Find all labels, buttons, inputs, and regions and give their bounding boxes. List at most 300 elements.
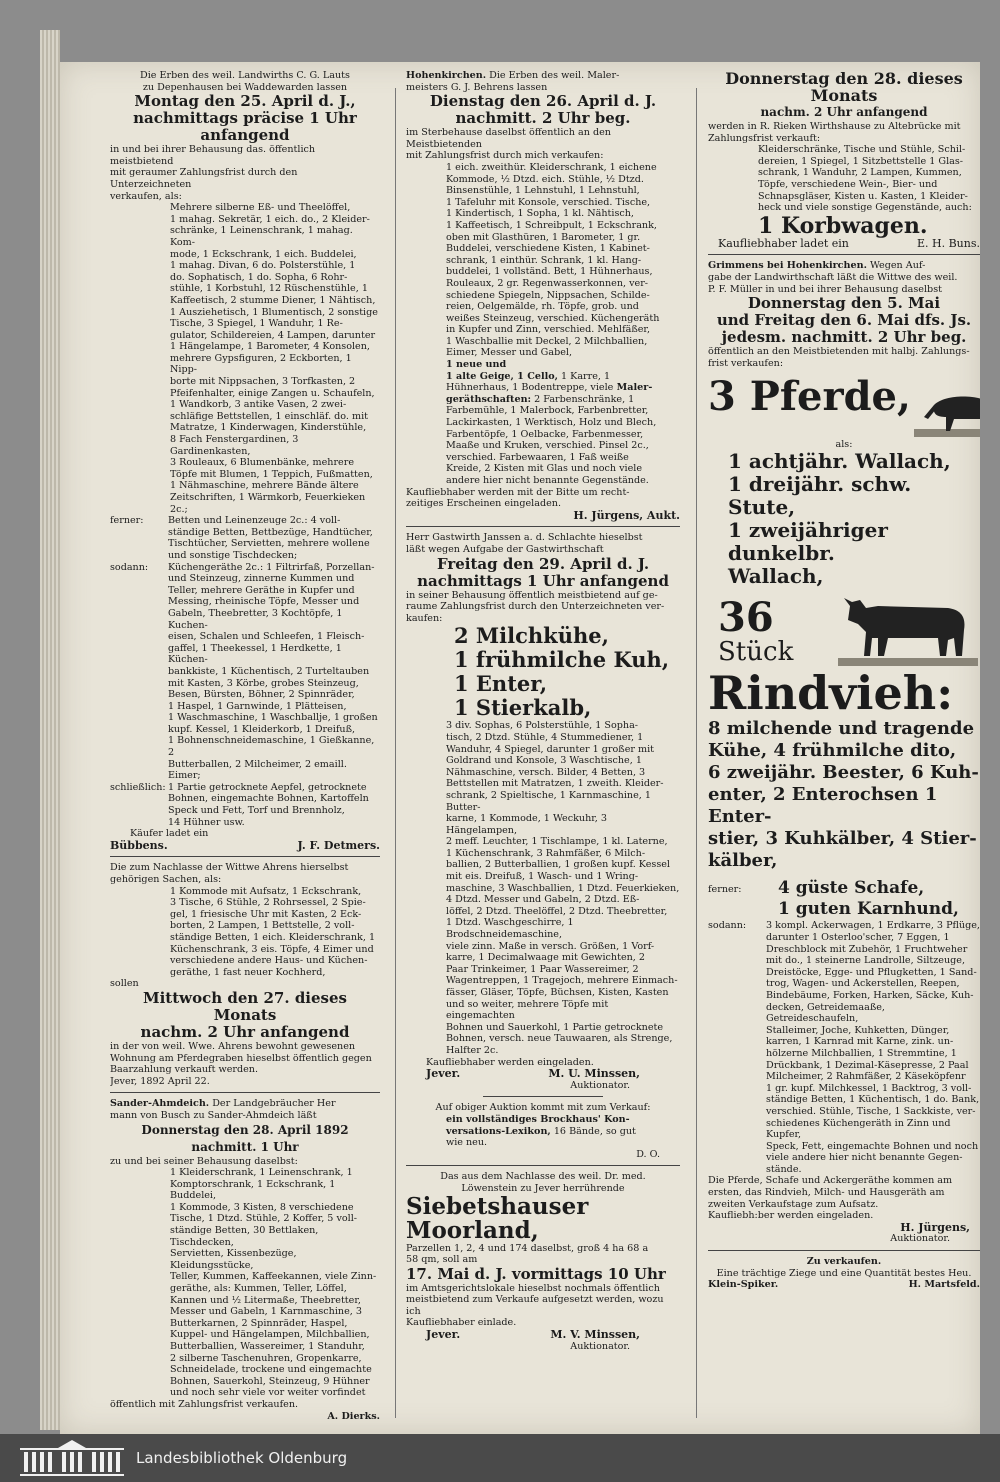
text-line: Die zum Nachlasse der Wittwe Ahrens hierselbst [110, 862, 349, 874]
auction-time: nachmitt. 2 Uhr beg. [455, 109, 631, 128]
text-line: Das aus dem Nachlasse des weil. Dr. med. [440, 1171, 646, 1183]
page-stack-edge [40, 30, 60, 1430]
auction-date: Freitag den 29. April d. J. [436, 554, 650, 573]
text-line: Töpfe, verschiedene Wein-, Bier- und [758, 178, 938, 190]
text-line: öffentlich mit Zahlungsfrist verkaufen. [110, 1398, 299, 1410]
auction-date: Montag den 25. April d. J., [134, 92, 356, 111]
auction-date: und Freitag den 6. Mai dfs. Js. [716, 311, 972, 330]
horse-icon [914, 377, 980, 439]
text-line: meisters G. J. Behrens lassen [406, 81, 548, 93]
signature-line [406, 1068, 680, 1080]
text-line: als: [835, 438, 853, 450]
horses-headline [708, 375, 980, 439]
text-line: geräthschaften: [446, 393, 532, 405]
text-line: 3 div. Sophas, 6 Polsterstühle, 1 Sopha- [446, 720, 639, 732]
text-line: 3 kompl. Ackerwagen, 1 Erdkarre, 3 Pflüge, [766, 920, 980, 932]
auction-date: Donnerstag den 5. Mai [747, 294, 941, 313]
text-line: Komptorschrank, 1 Eckschrank, 1 Buddelei, [170, 1178, 336, 1202]
text-line: 1 achtjähr. Wallach, [728, 449, 951, 474]
text-line: zu und bei seiner Behausung daselbst: [110, 1155, 298, 1167]
text-line: Wagentreppen, 1 Tragejoch, mehrere Einmach- [446, 975, 678, 987]
text-line: und noch sehr viele vor weiter vorfindet [170, 1387, 366, 1399]
ad-busch [110, 1098, 380, 1422]
text-line: Zeitschriften, 1 Wärmkorb, Feuerkieken 2c.; [170, 492, 366, 515]
text-line: in seiner Behausung öffentlich meistbietend auf ge- [406, 589, 658, 601]
text-line: Farbentöpfe, 1 Oelbacke, Farbenmesser, [446, 428, 644, 440]
text-line: Kreide, 2 Kisten mit Glas und noch viele [446, 463, 643, 475]
headline-item: 1 Korbwagen. [758, 212, 928, 239]
text-line: Pfeifenhalter, einige Zangen u. Schaufeln, [170, 387, 375, 399]
auction-date: Donnerstag den 28. dieses Monats [725, 70, 963, 105]
text-line: 58 qm, soll am [406, 1254, 478, 1266]
text-block [110, 862, 380, 885]
sodann-section [708, 920, 980, 1175]
item-list [766, 920, 980, 1175]
ad-ziege [708, 1256, 980, 1291]
text-line: Stalleimer, Joche, Kuhketten, Dünger, [766, 1024, 950, 1036]
text-line: 1 Partie getrocknete Aepfel, getrocknete [168, 781, 367, 793]
text-line: Bettstellen mit Matratzen, 1 zweith. Kleider- [446, 778, 664, 790]
text-line: karre, 1 Decimalwaage mit Gewichten, 2 [446, 952, 646, 964]
text-line: Kaufliebhaber werden eingeladen. [426, 1056, 594, 1068]
text-line: Eimer, Messer und Gabel, [446, 347, 573, 359]
text-line: Zahlungsfrist verkauft: [708, 132, 821, 144]
text-line: Kuppel- und Hängelampen, Milchballien, [170, 1329, 370, 1341]
text-line: 8 milchende und tragende [708, 718, 975, 740]
text-line: gulator, Schildereien, 4 Lampen, darunter [170, 329, 376, 341]
text-line: 1 Küchenschrank, 3 Rahmfäßer, 6 Milch- [446, 847, 646, 859]
text-line: Kleiderschränke, Tische und Stühle, Schil- [758, 144, 966, 156]
text-line: 14 Hühner usw. [168, 816, 245, 828]
item-list [406, 162, 680, 487]
text-line: frist verkaufen: [708, 357, 784, 369]
section-label: sodann: [110, 561, 149, 573]
text-line: gabe der Landwirthschaft läßt die Wittwe des weil. [708, 271, 958, 283]
text-line: Betten und Leinenzeuge 2c.: 4 voll- [168, 515, 341, 527]
text-line: Stück [718, 637, 794, 668]
auction-time: jedesm. nachmitt. 2 Uhr beg. [721, 328, 967, 347]
divider [110, 856, 380, 857]
text-line: Kaffeetisch, 2 stumme Diener, 1 Nähtisch, [170, 294, 376, 306]
column-3 [708, 70, 980, 1291]
text-line: Herr Gastwirth Janssen a. d. Schlachte hieselbst [406, 532, 643, 544]
column-1 [110, 70, 380, 1422]
text-line: 1 gr. kupf. Milchkessel, 1 Backtrog, 3 voll- [766, 1082, 972, 1094]
signature: H. Jürgens, [900, 1220, 970, 1234]
text-line: Wallach, [728, 564, 824, 589]
text-line: Paar Trinkeimer, 1 Paar Wassereimer, 2 [446, 963, 639, 975]
text-line: Küchenschrank, 3 eis. Töpfe, 4 Eimer und [170, 943, 374, 955]
text-line: trog, Wagen- und Ackerstellen, Reepen, [766, 978, 960, 990]
text-line: enter, 2 Enterochsen 1 Enter- [708, 784, 938, 828]
text-line: Maaße und Kruken, verschied. Pinsel 2c., [446, 440, 649, 452]
text-line: Kommode, ½ Dtzd. eich. Stühle, ½ Dtzd. [446, 173, 644, 185]
text-line: viele andere hier nicht benannte Gegen- [766, 1152, 963, 1164]
headline-item: 3 Pferde, [708, 373, 911, 421]
text-line: schränke, 1 Leinenschrank, 1 mahag. Kom- [170, 225, 353, 248]
auction-date: 17. Mai d. J. vormittags 10 Uhr [406, 1264, 666, 1283]
cow-icon [838, 592, 978, 668]
text-line: borte mit Nippsachen, 3 Torfkasten, 2 [170, 376, 356, 388]
text-line: ersten, das Rindvieh, Milch- und Hausgeräth am [708, 1187, 945, 1199]
text-line: Rouleaux, 2 gr. Regenwasserkonnen, ver- [446, 277, 649, 289]
text-line: Messer und Gabeln, 1 Karnmaschine, 3 [170, 1306, 362, 1318]
text-line: ein vollständiges Brockhaus' Kon- [446, 1113, 630, 1125]
text-line: 16 Bände, so gut [550, 1125, 636, 1137]
text-line: Küchengeräthe 2c.: 1 Filtrirfaß, Porzellan- [168, 561, 375, 573]
text-line: 1 Bohnenschneidemaschine, 1 Gießkanne, 2 [168, 735, 375, 759]
ad-janssen [406, 532, 680, 1091]
auction-time: nachmitt. 1 Uhr [191, 1139, 299, 1154]
place-heading: Hohenkirchen. [406, 70, 487, 81]
text-line: 1 Hängelampe, 1 Barometer, 4 Konsolen, [170, 341, 370, 353]
text-line: Maler- [613, 382, 653, 394]
item-list [168, 515, 373, 561]
text-line: Kannen und ½ Litermaße, Theebretter, [170, 1294, 361, 1306]
text-line: Der Landgebräucher Her [209, 1098, 336, 1110]
auction-date: Dienstag den 26. April d. J. [429, 92, 657, 111]
text-line: 1 frühmilche Kuh, [454, 647, 670, 673]
text-block [708, 346, 980, 369]
signature: A. Dierks. [327, 1410, 380, 1422]
signature-line [406, 1329, 680, 1341]
section-label: ferner: [708, 884, 742, 896]
text-line: 1 Enter, [454, 671, 548, 697]
text-line: Buddelei, verschiedene Kisten, 1 Kabinet- [446, 243, 650, 255]
text-line: maschine, 3 Waschballien, 1 Dtzd. Feuerkieken, [446, 882, 680, 894]
text-line: 4 güste Schafe, [778, 878, 925, 899]
text-line: Schneidelade, trockene und eingemachte [170, 1364, 372, 1376]
text-line: 1 zweijähriger dunkelbr. [728, 518, 888, 566]
text-line: ständige Betten, 1 Küchentisch, 1 do. Bank, [766, 1094, 980, 1106]
text-line: 1 Wandkorb, 3 antike Vasen, 2 zwei- [170, 399, 347, 411]
text-line: Halfter 2c. [446, 1044, 499, 1056]
sodann-section [110, 562, 380, 782]
text-line: im Sterbehause daselbst öffentlich an den Meistbietenden [406, 127, 611, 150]
text-line: gel, 1 friesische Uhr mit Kasten, 2 Eck- [170, 908, 362, 920]
text-line: ständige Betten, 1 eich. Kleiderschrank, 1 [170, 931, 376, 943]
text-line: kälber, [708, 850, 778, 872]
text-line: gehörigen Sachen, als: [110, 874, 222, 885]
text-line: sollen [110, 978, 139, 990]
auction-time: nachm. 2 Uhr anfangend [140, 1022, 350, 1041]
text-line: mit geraumer Zahlungsfrist durch den Unterzeichneten [110, 167, 298, 190]
text-line: 1 Kindertisch, 1 Sopha, 1 kl. Nähtisch, [446, 208, 634, 220]
text-line: mit do., 1 steinerne Landrolle, Siltzeuge, [766, 955, 966, 967]
text-line: kaufen: [406, 612, 443, 624]
text-line: löffel, 2 Dtzd. Theelöffel, 2 Dtzd. Theebretter, [446, 905, 668, 917]
text-line: 1 Ausziehetisch, 1 Blumentisch, 2 sonstige [170, 306, 378, 318]
ferner-section [708, 878, 980, 920]
text-line: Lackirkasten, 1 Werktisch, Holz und Blech, [446, 417, 657, 429]
text-line: stühle, 1 Korbstuhl, 12 Rüschenstühle, 1 [170, 283, 368, 295]
library-footer [0, 1434, 1000, 1482]
text-line: Gabeln, Theebretter, 3 Kochtöpfe, 1 Kuchen- [168, 607, 343, 631]
place-name: Bübbens. [110, 838, 168, 852]
text-line: Teller, mehrere Geräthe in Kupfer und [168, 584, 355, 596]
text-line: 1 mahag. Divan, 6 do. Polsterstühle, 1 [170, 260, 356, 272]
text-line: Drückbank, 1 Dezimal-Käsepresse, 2 Paal [766, 1059, 969, 1071]
text-line: Speck, Fett, eingemachte Bohnen und noch [766, 1140, 979, 1152]
text-line: Parzellen 1, 2, 4 und 174 daselbst, groß 4 ha 68 a [406, 1242, 649, 1254]
text-line: Farbemühle, 1 Malerbock, Farbenbretter, [446, 405, 649, 417]
text-line: decken, Getreidemaaße, Getreideschaufeln, [766, 1001, 885, 1025]
text-line: Bohnen, versch. neue Tauwaaren, als Strenge, [446, 1033, 673, 1045]
text-line: tisch, 2 Dtzd. Stühle, 4 Stummediener, 1 [446, 731, 644, 743]
horse-list [708, 450, 980, 588]
text-line: in und bei ihrer Behausung das. öffentlich meistbietend [110, 144, 316, 167]
text-line: 4 Dtzd. Messer und Gabeln, 2 Dtzd. Eß- [446, 894, 640, 906]
place-heading: Sander-Ahmdeich. [110, 1098, 210, 1110]
text-line: werden in R. Rieken Wirthshause zu Altebrücke mit [708, 121, 961, 132]
place-name: Jever. [426, 1067, 461, 1081]
section-label: sodann: [708, 920, 747, 932]
text-line: Mehrere silberne Eß- und Theelöffel, [170, 202, 351, 214]
text-block [406, 487, 680, 510]
text-line: schiedenes Küchengeräth in Zinn und Kupfer, [766, 1117, 951, 1141]
text-line: mann von Busch zu Sander-Ahmdeich läßt [110, 1109, 317, 1121]
text-line: mit Kasten, 3 Körbe, grobes Steinzeug, [168, 677, 359, 689]
text-line: Kaufliebhaber ladet ein [718, 236, 849, 250]
text-line: schläfige Bettstellen, 1 einschläf. do. mit [170, 410, 369, 422]
library-building-logo [18, 1438, 126, 1478]
text-line: mode, 1 Eckschrank, 1 eich. Buddelei, [170, 248, 357, 260]
text-line: öffentlich an den Meistbietenden mit halbj. Zahlungs- [708, 346, 970, 358]
text-line: Teller, Kummen, Kaffeekannen, viele Zinn- [170, 1271, 377, 1283]
text-line: fässer, Gläser, Töpfe, Büchsen, Kisten, Kasten [446, 987, 669, 998]
text-line: viele zinn. Maße in versch. Größen, 1 Vorf- [446, 940, 655, 952]
text-line: schrank, 2 Spieltische, 1 Karnmaschine, 1 Butter- [446, 789, 651, 813]
text-line: 1 Nähmaschine, mehrere Bände ältere [170, 480, 359, 492]
text-line: stände. [766, 1163, 802, 1175]
text-line: heck und viele sonstige Gegenstände, auch: [758, 202, 972, 214]
text-block [406, 1171, 680, 1194]
text-line: P. F. Müller in und bei ihrer Behausung daselbst [708, 283, 942, 295]
text-line: reien, Oelgemälde, rh. Töpfe, grob. und [446, 301, 639, 313]
text-line: 1 Kommode mit Aufsatz, 1 Eckschrank, [170, 885, 362, 897]
text-line: oben mit Glasthüren, 1 Barometer, 1 gr. [446, 231, 641, 243]
signature: H. Martsfeld. [908, 1279, 980, 1291]
item-list [110, 1167, 380, 1399]
text-line: 1 Tafeluhr mit Konsole, verschied. Tische, [446, 196, 651, 208]
divider [110, 1092, 380, 1093]
text-line: schrank, 1 Wanduhr, 2 Lampen, Kummen, [758, 167, 962, 179]
ad-mueller [708, 260, 980, 1245]
text-line: gaffel, 1 Theekessel, 1 Herdkette, 1 Küchen- [168, 642, 342, 666]
text-line: stier, 3 Kuhkälber, 4 Stier- [708, 828, 977, 850]
text-line: und so weiter, mehrere Töpfe mit eingemachten [446, 998, 609, 1022]
text-line: ständige Betten, Bettbezüge, Handtücher, [168, 526, 373, 538]
auction-date: Donnerstag den 28. April 1892 [141, 1122, 349, 1137]
text-line: karren, 1 Karnrad mit Karne, zink. un- [766, 1036, 954, 1048]
text-line: 6 zweijähr. Beester, 6 Kuh- [708, 762, 979, 784]
text-line: Butterkarnen, 2 Spinnräder, Haspel, [170, 1317, 348, 1329]
auction-time: nachm. 2 Uhr anfangend [760, 105, 928, 119]
column-rule [696, 88, 697, 1418]
text-line: Butterballen, 2 Milcheimer, 2 emaill. Eimer; [168, 758, 347, 782]
text-line: Kaufliebh:ber werden eingeladen. [708, 1210, 874, 1222]
ferner-section [110, 515, 380, 561]
text-line: ständige Betten, 30 Bettlaken, Tischdecken, [170, 1225, 319, 1248]
signature-line [708, 1279, 980, 1291]
count: 36 [718, 594, 774, 642]
text-block [406, 590, 680, 625]
auction-time: nachmittags präcise 1 Uhr anfangend [133, 109, 357, 145]
text-line: läßt wegen Aufgabe der Gastwirthschaft [406, 543, 604, 555]
text-line: Schnapsgläser, Kisten u. Kasten, 1 Kleider- [758, 190, 968, 202]
role: Auktionator. [890, 1233, 950, 1245]
text-line: Kaufliebhaber einlade. [406, 1317, 517, 1329]
text-line: zweiten Verkaufstage zum Aufsatz. [708, 1198, 879, 1210]
text-line: 1 alte Geige, 1 Cello, [446, 370, 558, 382]
divider [708, 254, 980, 255]
text-line: 1 neue und [446, 359, 507, 371]
text-line: verschied. Farbewaaren, 1 Faß weiße [446, 451, 629, 463]
text-line: Kaufliebhaber werden mit der Bitte um recht- [406, 486, 630, 498]
text-line: 1 Karre, 1 [557, 370, 611, 382]
signature: J. F. Detmers. [297, 838, 380, 852]
divider [708, 1250, 980, 1251]
text-line: geräthe, 1 fast neuer Kochherd, [170, 966, 326, 978]
text-line: buddelei, 1 vollständ. Bett, 1 Hühnerhaus, [446, 266, 653, 278]
text-block [708, 1175, 980, 1221]
text-line: Matratze, 1 Kinderwagen, Kinderstühle, [170, 422, 367, 434]
text-block [406, 532, 680, 555]
text-line: Dreistöcke, Egge- und Pflugketten, 1 Sand- [766, 966, 977, 978]
auction-date: Mittwoch den 27. dieses Monats [143, 988, 347, 1024]
text-line: do. Sophatisch, 1 do. Sopha, 6 Rohr- [170, 271, 348, 283]
signature: D. O. [636, 1148, 660, 1160]
signature: E. H. Buns. [916, 236, 980, 250]
text-line: 1 Dtzd. Waschgeschirre, 1 Brodschneidemaschine, [446, 917, 574, 941]
text-line: bankkiste, 1 Küchentisch, 2 Turteltauben [168, 665, 370, 677]
ad-rieken [708, 70, 980, 249]
text-line: und Steinzeug, zinnerne Kummen und [168, 573, 355, 585]
text-line: 1 Kleiderschrank, 1 Leinenschrank, 1 [170, 1167, 353, 1179]
signature: M. V. Minssen, [550, 1328, 640, 1342]
text-line: schiedene Spiegeln, Nippsachen, Schilde- [446, 289, 650, 301]
ad-lauts [110, 70, 380, 851]
text-line: Binsenstühle, 1 Lehnstuhl, 1 Lehnstuhl, [446, 185, 640, 197]
text-line: Tische, 1 Dtzd. Stühle, 2 Koffer, 5 voll- [170, 1213, 358, 1225]
text-line: raume Zahlungsfrist durch den Unterzeichneten ver- [406, 601, 665, 613]
text-line: Die Erben des weil. Maler- [486, 70, 620, 81]
role: Auktionator. [570, 1079, 630, 1091]
text-line: 1 Kommode, 3 Kisten, 8 verschiedene [170, 1201, 354, 1213]
text-line: hölzerne Milchballien, 1 Stremmtine, 1 [766, 1047, 957, 1059]
livestock-list [406, 624, 680, 720]
text-line: Jever, 1892 April 22. [110, 1075, 210, 1087]
signature: M. U. Minssen, [548, 1067, 640, 1081]
signature: H. Jürgens, Aukt. [573, 508, 680, 522]
text-line: Hühnerhaus, 1 Bodentreppe, viele [446, 382, 614, 394]
text-line: zeitiges Erscheinen eingeladen. [406, 498, 561, 510]
text-line: verschied. Stühle, Tische, 1 Sackkiste, ver- [766, 1105, 976, 1117]
text-line: Bohnen und Sauerkohl, 1 Partie getrocknete [446, 1021, 664, 1033]
text-line: 1 Kaffeetisch, 1 Schreibpult, 1 Eckschrank, [446, 219, 657, 231]
scan-background [0, 62, 40, 1434]
text-line: Tische, 3 Spiegel, 1 Wanduhr, 1 Re- [170, 318, 343, 330]
text-line: 1 eich. zweithür. Kleiderschrank, 1 eichene [446, 161, 657, 173]
text-line: mit eis. Dreifuß, 1 Wasch- und 1 Wring- [446, 871, 639, 883]
text-line: Auf obiger Auktion kommt mit zum Verkauf: [435, 1102, 651, 1114]
text-line: ballien, 2 Butterballien, 1 großen kupf. Kessel [446, 859, 670, 871]
divider [406, 1165, 680, 1166]
text-line: Löwenstein zu Jever herrührende [461, 1182, 625, 1194]
text-line: Eine trächtige Ziege und eine Quantität bestes Heu. [716, 1267, 972, 1279]
text-line: Dreschblock mit Zubehör, 1 Fruchtweher [766, 943, 968, 955]
divider [483, 1096, 603, 1097]
cattle-list [708, 718, 980, 872]
text-line: im Amtsgerichtslokale hieselbst nochmals öffentlich [406, 1282, 660, 1294]
text-line: 8 Fach Fenstergardinen, 3 Gardinenkasten, [170, 434, 299, 457]
item-list [708, 144, 980, 214]
role: Auktionator. [570, 1340, 630, 1352]
text-line: 3 Tische, 6 Stühle, 2 Rohrsessel, 2 Spie- [170, 897, 366, 909]
column-2 [406, 70, 680, 1352]
divider [406, 526, 680, 527]
text-line: 2 Milchkühe, [454, 623, 609, 649]
text-line: in der von weil. Wwe. Ahrens bewohnt gewesenen [110, 1040, 356, 1052]
signature-line [708, 238, 980, 250]
text-line: geräthe, als: Kummen, Teller, Löffel, [170, 1283, 347, 1295]
headline-item: Rindvieh: [708, 666, 954, 721]
text-block [406, 1243, 680, 1266]
text-line: Wanduhr, 4 Spiegel, darunter 1 großer mit [446, 743, 655, 755]
text-line: 1 Stierkalb, [454, 695, 592, 721]
text-line: Bohnen, eingemachte Bohnen, Kartoffeln [168, 793, 369, 805]
text-line: Goldrand und Konsole, 3 Waschtische, 1 [446, 755, 642, 767]
text-line: mit Zahlungsfrist durch mich verkaufen: [406, 150, 604, 162]
text-line: karne, 1 Kommode, 1 Weckuhr, 3 Hängelampen, [446, 813, 607, 836]
column-rule [395, 88, 396, 1418]
text-line: Kühe, 4 frühmilche dito, [708, 740, 957, 762]
text-line: 3 Rouleaux, 6 Blumenbänke, mehrere [170, 457, 355, 469]
text-line: kupf. Kessel, 1 Kleiderkorb, 1 Dreifuß, [168, 723, 356, 735]
text-line: Milcheimer, 2 Rahmfäßer, 2 Käseköpfenr [766, 1071, 966, 1083]
text-line: 2 Farbenschränke, 1 [531, 393, 635, 405]
text-block [708, 121, 980, 144]
item-list [168, 562, 380, 782]
text-line: eisen, Schalen und Schleefen, 1 Fleisch- [168, 631, 365, 643]
signature-line [110, 840, 380, 852]
item-list [110, 202, 380, 515]
text-line: Bindebäume, Forken, Harken, Säcke, Kuh- [766, 989, 974, 1001]
text-line: Wohnung am Pferdegraben hieselbst öffentlich gegen [110, 1052, 372, 1064]
property-name: Siebetshauser Moorland, [406, 1192, 589, 1244]
text-line: 1 Haspel, 1 Garnwinde, 1 Plätteisen, [168, 700, 347, 712]
text-line: Die Erben des weil. Landwirths C. G. Lauts [140, 70, 350, 81]
section-label: schließlich: [110, 781, 166, 793]
item-list [110, 886, 380, 979]
text-line: meistbietend zum Verkaufe aufgesetzt werden, wozu ich [406, 1294, 664, 1317]
text-line: wie neu. [446, 1137, 488, 1149]
text-line: andere hier nicht benannte Gegenstände. [446, 475, 649, 486]
cattle-headline [708, 592, 980, 668]
text-line: Bohnen, Sauerkohl, Steinzeug, 9 Hühner [170, 1375, 370, 1387]
text-line: 1 Waschballie mit Deckel, 2 Milchballien, [446, 335, 648, 347]
text-line: darunter 1 Osterloo'scher, 7 Eggen, 1 [766, 932, 950, 943]
text-line: 1 guten Karnhund, [778, 899, 959, 920]
auction-time: nachmittags 1 Uhr anfangend [417, 571, 669, 590]
text-line: versations-Lexikon, [446, 1125, 551, 1137]
text-line: Butterballien, Wassereimer, 1 Standuhr, [170, 1341, 365, 1352]
place-heading: Zu verkaufen. [806, 1256, 882, 1268]
schliesslich-section [110, 782, 380, 828]
ad-brockhaus [406, 1102, 680, 1160]
text-line: 1 dreijähr. schw. Stute, [728, 472, 912, 520]
ad-behrens [406, 70, 680, 521]
